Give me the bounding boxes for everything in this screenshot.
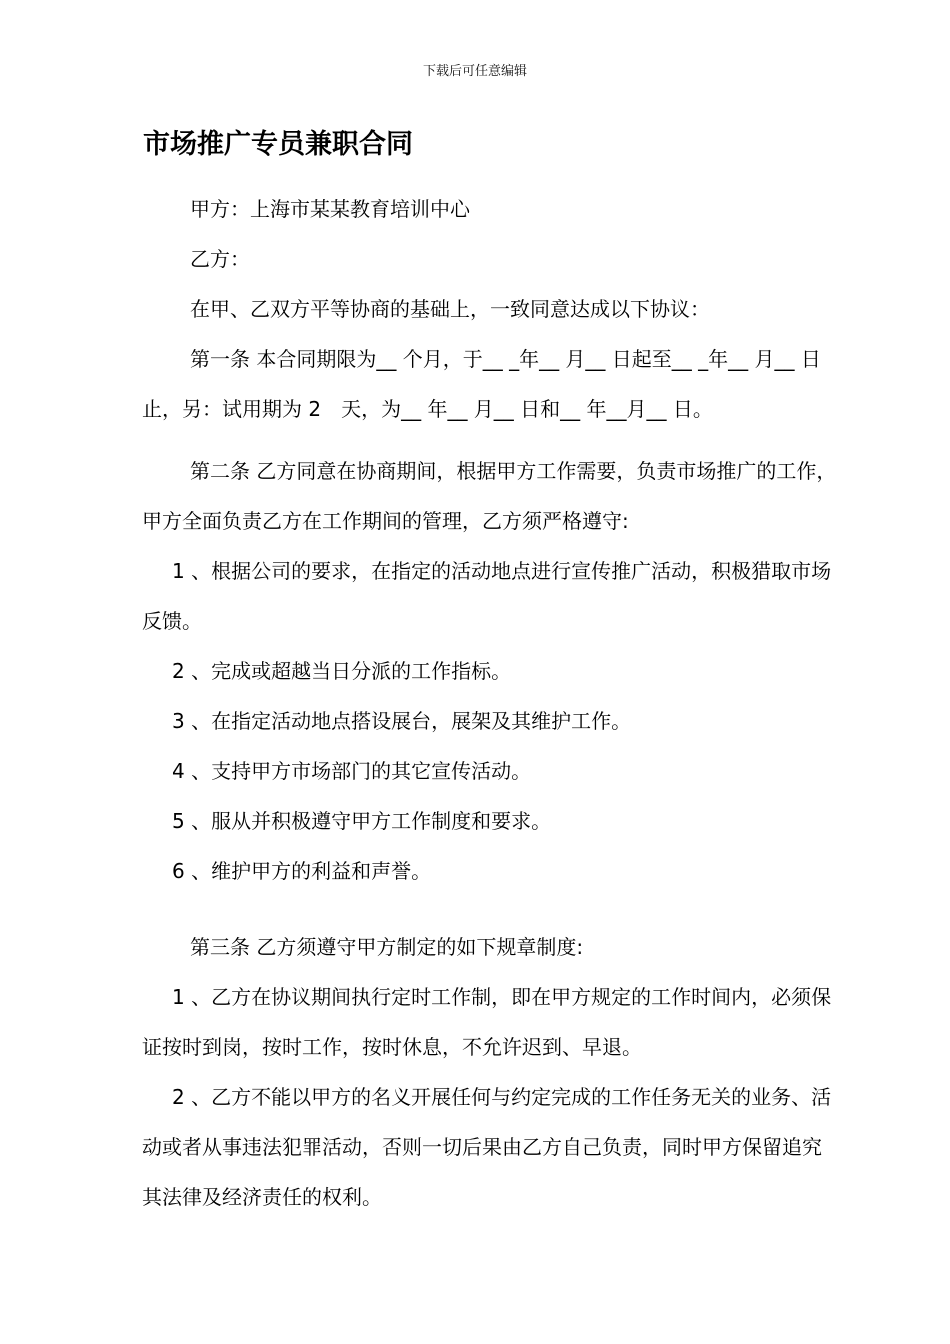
document-line: 1 、根据公司的要求，在指定的活动地点进行宣传推广活动，积极猎取市场 [172,559,832,584]
document-line: 止，另：试用期为 2 天，为__ 年__ 月__ 日和__ 年__月__ 日。 [142,397,713,422]
document-line: 甲方：上海市某某教育培训中心 [190,197,470,222]
document-line: 3 、在指定活动地点搭设展台，展架及其维护工作。 [172,709,632,734]
document-line: 第三条 乙方须遵守甲方制定的如下规章制度: [190,935,584,960]
document-line: 第二条 乙方同意在协商期间，根据甲方工作需要，负责市场推广的工作， [190,459,837,484]
document-line: 2 、完成或超越当日分派的工作指标。 [172,659,512,684]
document-line: 5 、服从并积极遵守甲方工作制度和要求。 [172,809,552,834]
document-body [142,184,842,1222]
document-line: 反馈。 [142,609,202,634]
document-line: 在甲、乙双方平等协商的基础上，一致同意达成以下协议： [190,297,710,322]
document-line: 动或者从事违法犯罪活动，否则一切后果由乙方自己负责，同时甲方保留追究 [142,1135,822,1160]
document-line: 2 、乙方不能以甲方的名义开展任何与约定完成的工作任务无关的业务、活 [172,1085,832,1110]
document-line: 第一条 本合同期限为__ 个月，于__ _年__ 月__ 日起至__ _年__ 月__ 日 [190,347,821,372]
document-line: 1 、乙方在协议期间执行定时工作制，即在甲方规定的工作时间内，必须保 [172,985,832,1010]
document-line: 4 、支持甲方市场部门的其它宣传活动。 [172,759,532,784]
document-line: 证按时到岗，按时工作，按时休息，不允许迟到、早退。 [142,1035,642,1060]
document-line: 乙方： [190,247,250,272]
document-line: 6 、维护甲方的利益和声誉。 [172,859,432,884]
watermark-note: 下载后可任意编辑 [422,64,527,79]
document-title: 市场推广专员兼职合同 [143,129,413,160]
document-line: 其法律及经济责任的权利。 [142,1185,382,1210]
document-line: 甲方全面负责乙方在工作期间的管理，乙方须严格遵守: [142,509,629,534]
